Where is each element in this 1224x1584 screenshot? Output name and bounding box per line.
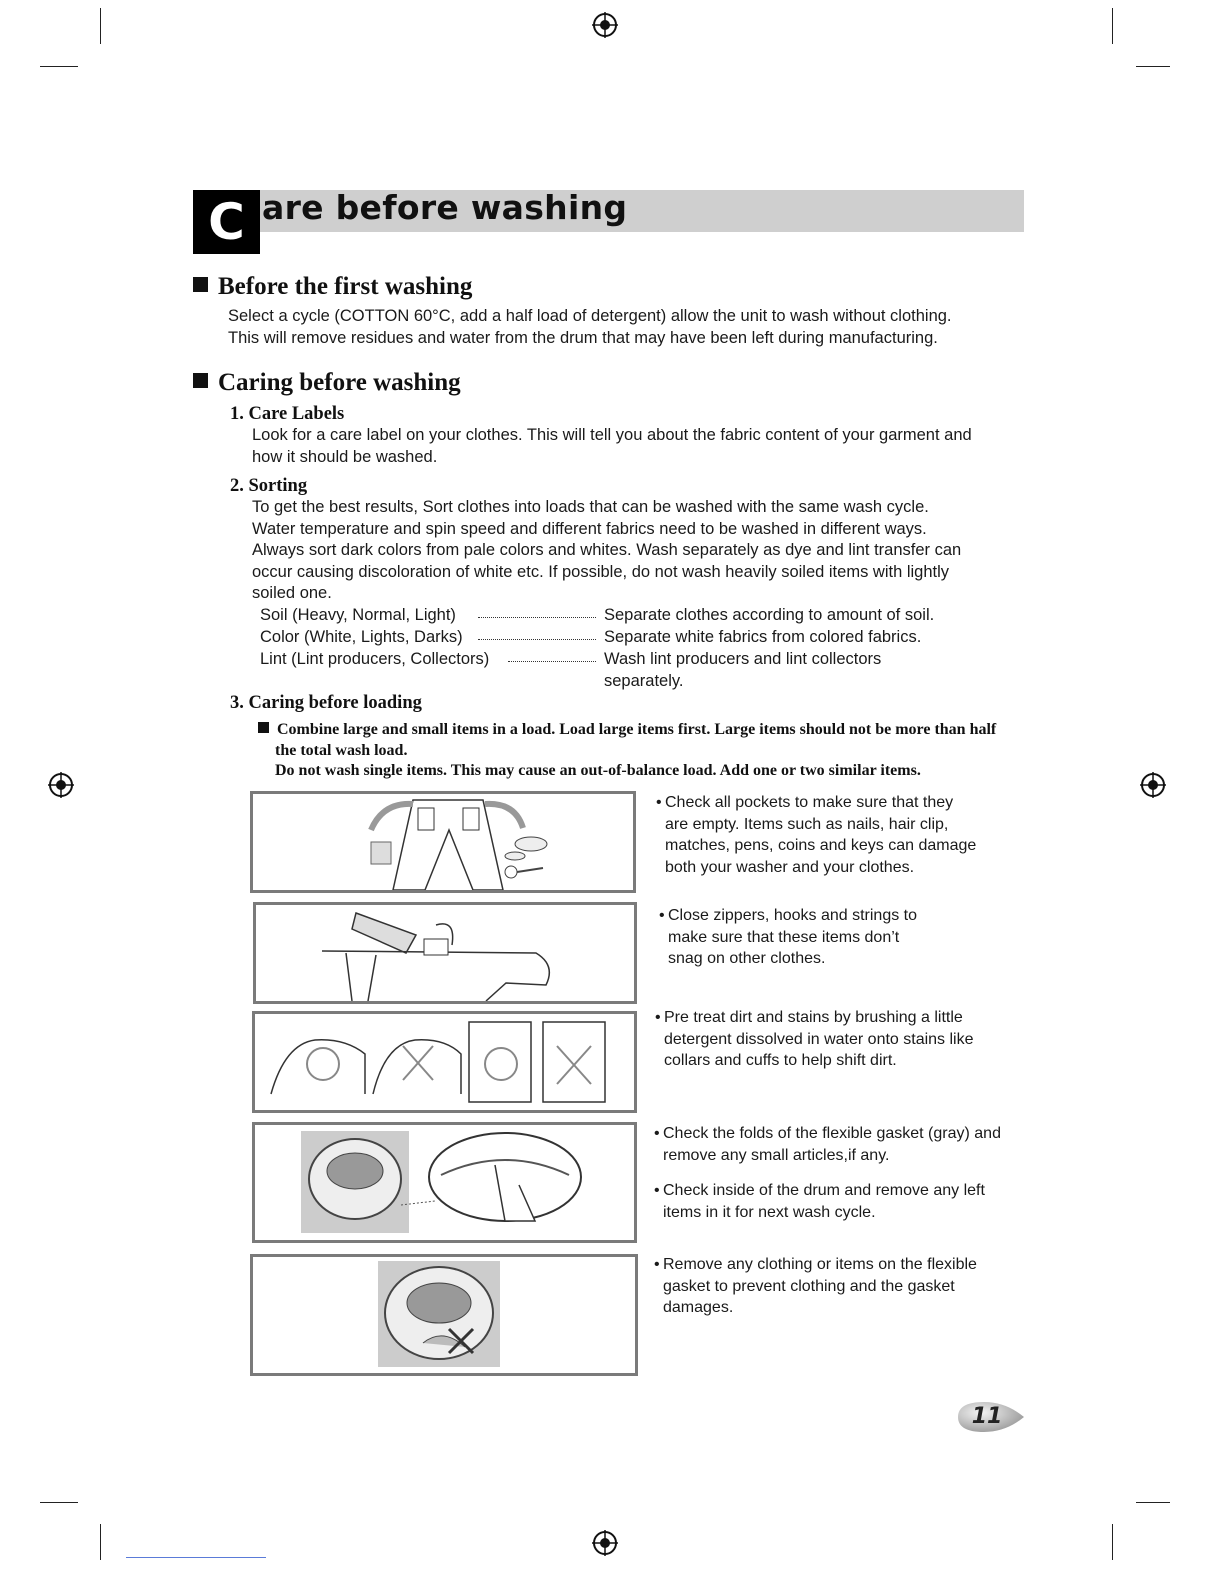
page-number: 11 [971, 1404, 1003, 1429]
trousers-pockets-icon [253, 794, 633, 890]
registration-mark-icon [590, 1528, 620, 1558]
page-title-initial: C [193, 190, 260, 254]
illustration-remove-clothing-gasket [250, 1254, 638, 1376]
gasket-check-icon [255, 1125, 634, 1240]
page-title: are before washing [262, 188, 628, 227]
illustration-check-gasket [252, 1122, 637, 1243]
sorting-title: 2. Sorting [230, 476, 308, 496]
collars-cuffs-icon [255, 1014, 634, 1110]
leader-dots [478, 617, 596, 618]
tip-check-pockets: • Check all pockets to make sure that they are empty. Items such as nails, hair clip, matches, pens, coins and keys can damage both your washer and your clothes. [656, 794, 977, 876]
leader-dots [478, 639, 596, 640]
sorting-text: To get the best results, Sort clothes into loads that can be washed with the same wash cycle. Water temperature and spin speed and different fabrics need to be washed in different ways. Always sort dark colors from pale colors and whites. Wash separately as dye and lint transfer can occur causing discoloration of white etc. If possible, do not wash heavily soiled items with lightly soiled one. [252, 498, 962, 602]
illustration-close-zippers [253, 902, 637, 1004]
care-labels-text: Look for a care label on your clothes. This will tell you about the fabric content of your garment and how it should be washed. [252, 426, 972, 466]
section-heading-caring: Caring before washing [193, 368, 461, 398]
tip-pretreat-stains: • Pre treat dirt and stains by brushing a little detergent dissolved in water onto stains like collars and cuffs to help shift dirt. [655, 1009, 974, 1069]
sorting-row-soil: Soil (Heavy, Normal, Light) Separate clothes according to amount of soil. [260, 606, 935, 624]
tip-check-drum: • Check inside of the drum and remove any left items in it for next wash cycle. [654, 1182, 985, 1221]
sorting-row-color: Color (White, Lights, Darks) Separate white fabrics from colored fabrics. [260, 628, 922, 646]
square-bullet-icon [258, 722, 269, 733]
loading-instructions: Combine large and small items in a load. Load large items first. Large items should not be more than half the total wash load. Do not wash single items. This may cause an out-of-balance load. Add one or two similar items. [258, 720, 996, 782]
first-washing-text: Select a cycle (COTTON 60°C, add a half load of detergent) allow the unit to wash without clothing. This will remove residues and water from the drum that may have been left during manufacturing. [228, 307, 952, 347]
crop-mark [1136, 66, 1170, 67]
leader-dots [508, 661, 596, 662]
registration-mark-icon [46, 770, 76, 800]
square-bullet-icon [193, 373, 208, 388]
crop-mark [1112, 1524, 1113, 1560]
square-bullet-icon [193, 277, 208, 292]
drum-gasket-x-icon [253, 1257, 635, 1373]
tip-close-zippers: • Close zippers, hooks and strings to make sure that these items don’t snag on other clothes. [659, 907, 918, 967]
registration-mark-icon [1138, 770, 1168, 800]
crop-mark [40, 66, 78, 67]
tip-remove-clothing-gasket: • Remove any clothing or items on the flexible gasket to prevent clothing and the gasket damages. [654, 1256, 977, 1316]
section-heading-first-washing: Before the first washing [193, 272, 472, 302]
illustration-pretreat-stains [252, 1011, 637, 1113]
crop-mark [100, 8, 101, 44]
registration-mark-icon [590, 10, 620, 40]
sorting-row-lint: Lint (Lint producers, Collectors) Wash lint producers and lint collectors separately. [260, 650, 882, 690]
caring-before-loading-title: 3. Caring before loading [230, 693, 422, 713]
crop-mark [1136, 1502, 1170, 1503]
crop-mark [40, 1502, 78, 1503]
footer-link-underline [126, 1557, 266, 1558]
illustration-check-pockets [250, 791, 636, 893]
crop-mark [100, 1524, 101, 1560]
care-labels-title: 1. Care Labels [230, 404, 345, 424]
tip-check-gasket: • Check the folds of the flexible gasket (gray) and remove any small articles,if any. [654, 1125, 1001, 1164]
zipper-closing-icon [256, 905, 634, 1001]
crop-mark [1112, 8, 1113, 44]
